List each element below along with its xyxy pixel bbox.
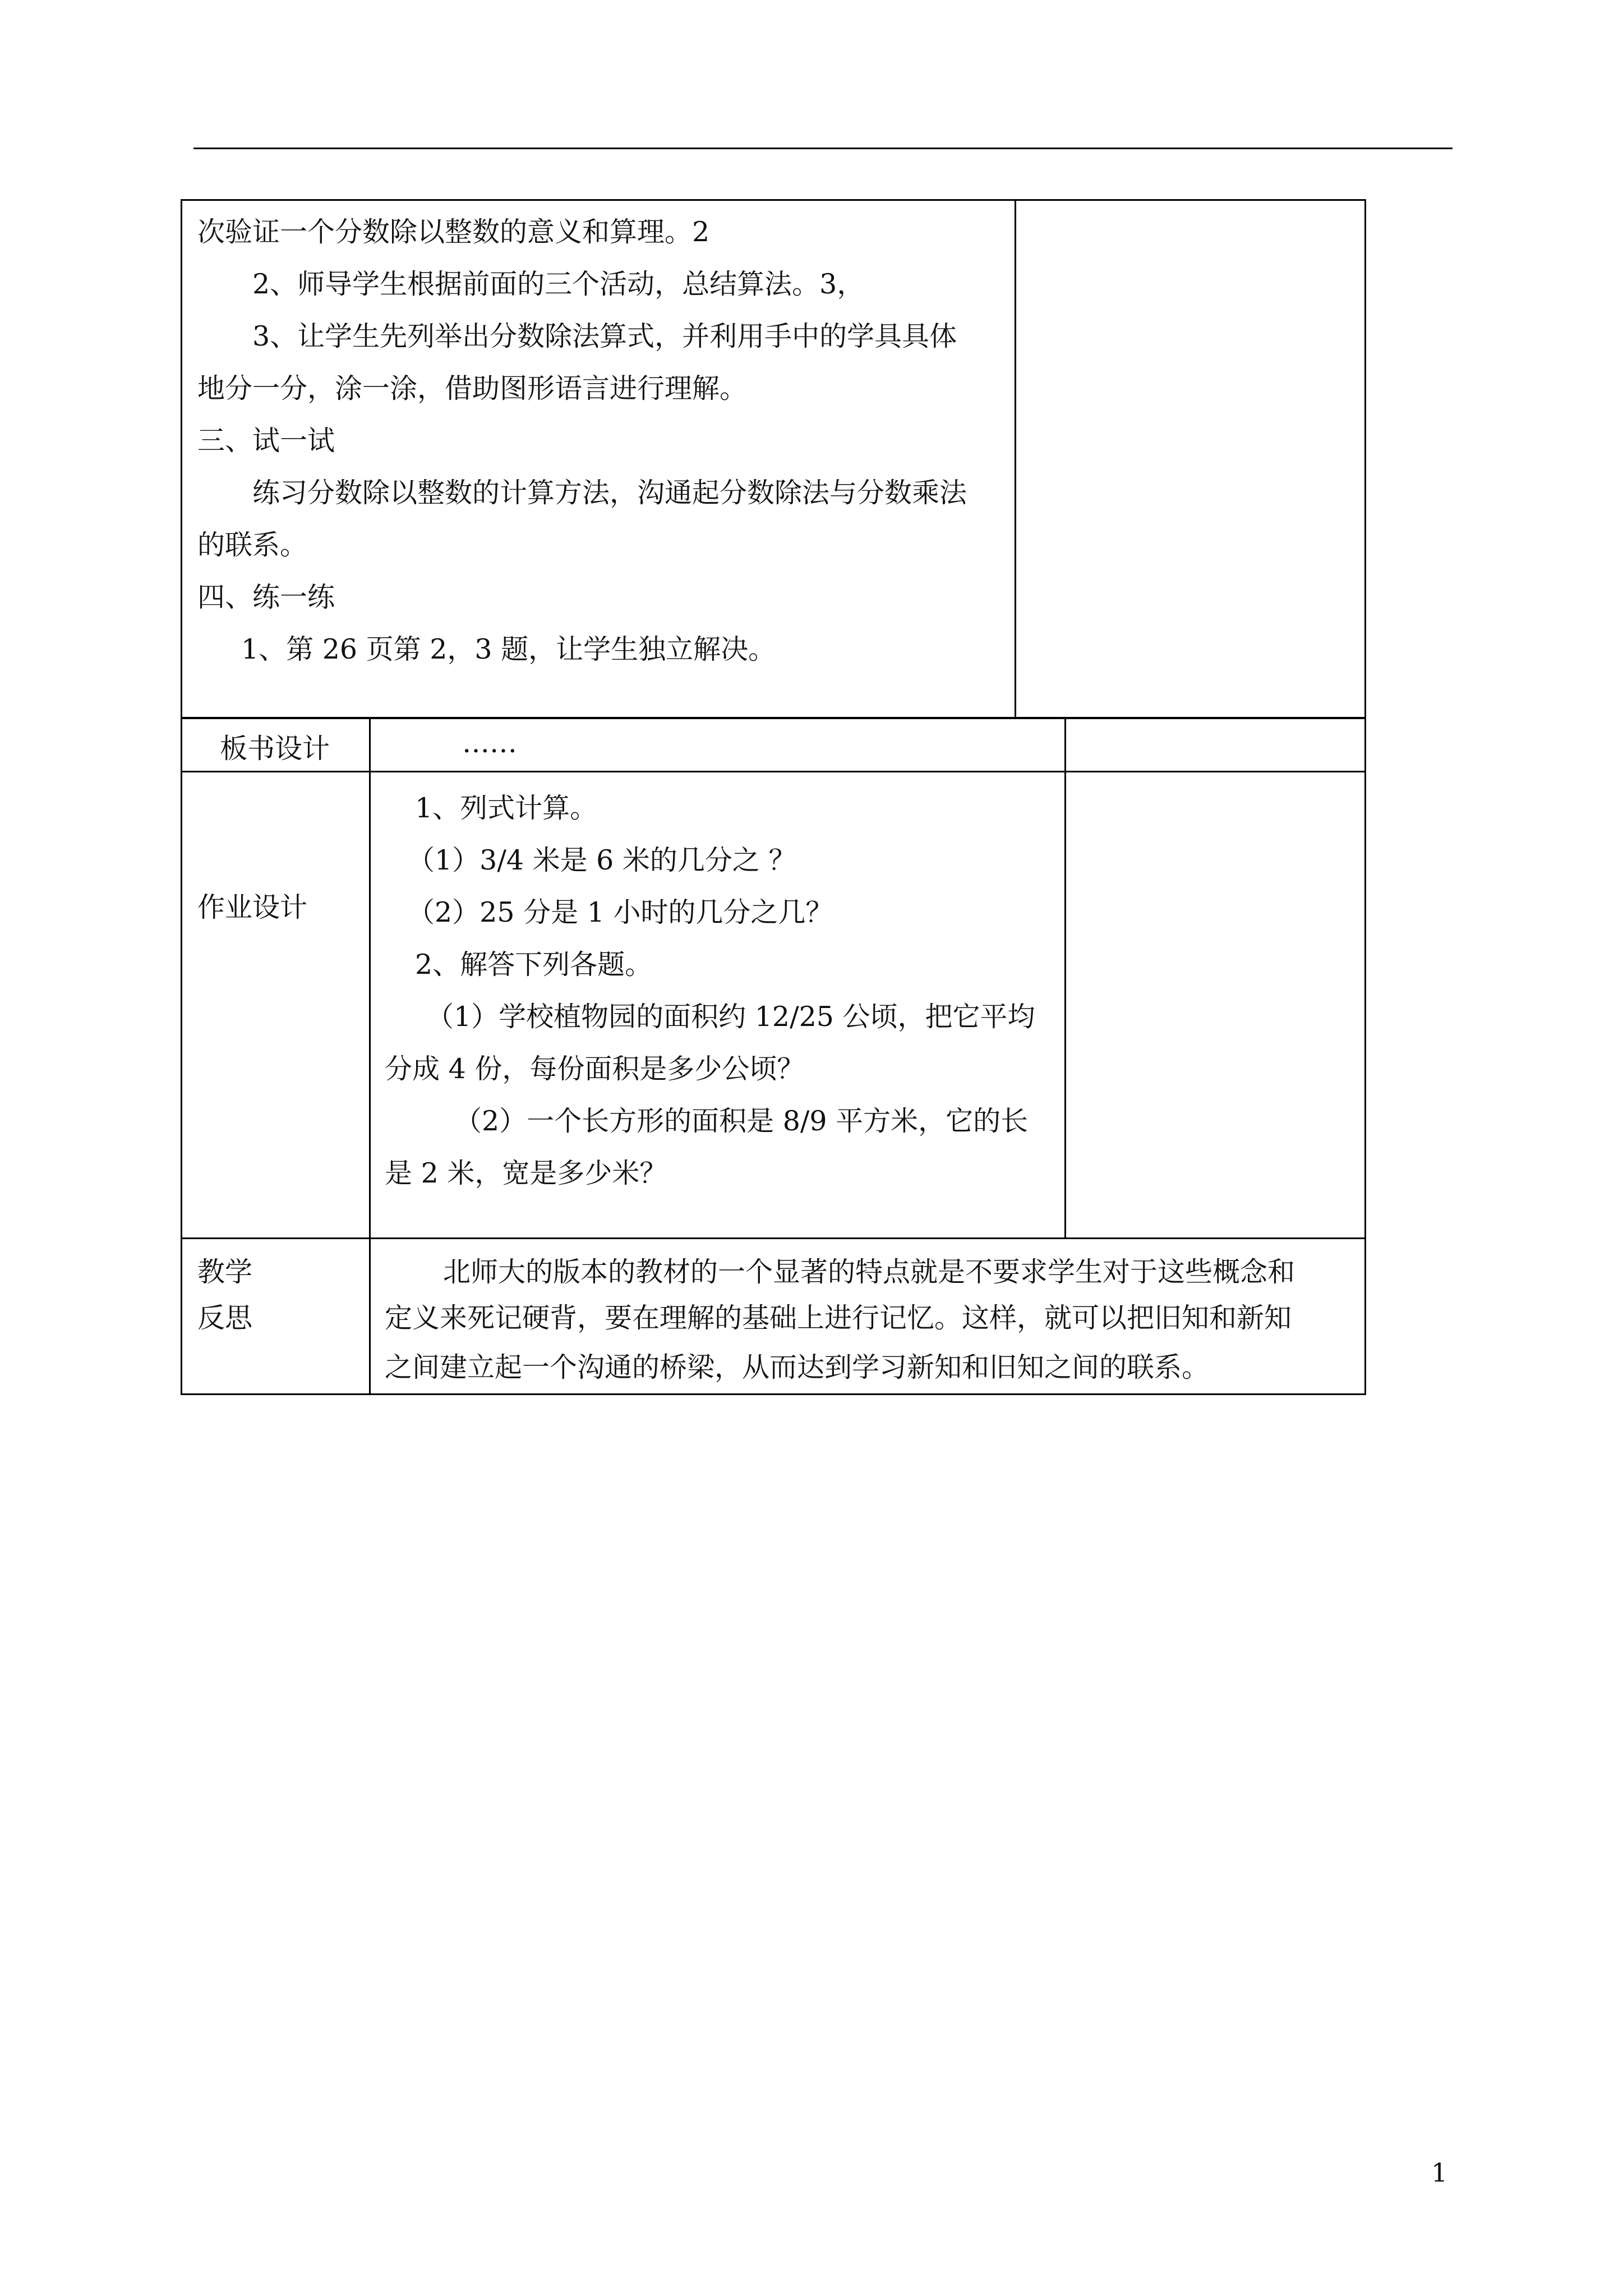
reflection-line-3: 之间建立起一个沟通的桥梁，从而达到学习新知和旧知之间的联系。	[385, 1351, 1210, 1383]
homework-label: 作业设计	[197, 891, 308, 923]
homework-line-1: 1、列式计算。	[415, 792, 598, 824]
heading-practice: 四、练一练	[197, 581, 335, 613]
board-design-content: ……	[462, 727, 517, 759]
process-line-2: 2、师导学生根据前面的三个活动，总结算法。3，	[252, 268, 865, 300]
process-line-6: 练习分数除以整数的计算方法，沟通起分数除法与分数乘法	[252, 477, 967, 509]
design-table-notes-divider	[1064, 717, 1066, 1239]
header-rule	[193, 148, 1453, 149]
heading-try: 三、试一试	[197, 425, 335, 457]
homework-line-8: 是 2 米，宽是多少米？	[385, 1157, 667, 1189]
process-line-1: 次验证一个分数除以整数的意义和算理。2	[197, 216, 710, 248]
homework-line-4: 2、解答下列各题。	[415, 949, 653, 981]
process-line-9: 1、第 26 页第 2，3 题，让学生独立解决。	[241, 633, 776, 665]
reflection-line-1: 北师大的版本的教材的一个显著的特点就是不要求学生对于这些概念和	[443, 1256, 1295, 1288]
homework-line-6: 分成 4 份，每份面积是多少公顷？	[385, 1053, 805, 1085]
design-table-row-divider-1	[181, 771, 1366, 772]
homework-line-7: （2）一个长方形的面积是 8/9 平方米，它的长	[454, 1105, 1029, 1137]
design-table-label-divider	[369, 717, 371, 1395]
reflection-line-2: 定义来死记硬背，要在理解的基础上进行记忆。这样，就可以把旧知和新知	[385, 1302, 1292, 1334]
process-line-7: 的联系。	[197, 529, 308, 561]
page-number: 1	[1431, 2157, 1448, 2188]
board-design-label: 板书设计	[220, 733, 330, 765]
reflection-label-line-1: 教学	[197, 1256, 253, 1288]
reflection-label-line-2: 反思	[197, 1302, 253, 1334]
lesson-process-divider	[1015, 199, 1016, 719]
homework-line-2: （1）3/4 米是 6 米的几分之 ？	[407, 844, 796, 876]
process-line-4: 地分一分，涂一涂，借助图形语言进行理解。	[197, 372, 748, 404]
homework-line-3: （2）25 分是 1 小时的几分之几？	[407, 896, 833, 928]
homework-line-5: （1）学校植物园的面积约 12/25 公顷，把它平均	[426, 1001, 1035, 1033]
design-table-row-divider-2	[181, 1237, 1366, 1239]
process-line-3: 3、让学生先列举出分数除法算式，并利用手中的学具具体	[252, 320, 957, 352]
